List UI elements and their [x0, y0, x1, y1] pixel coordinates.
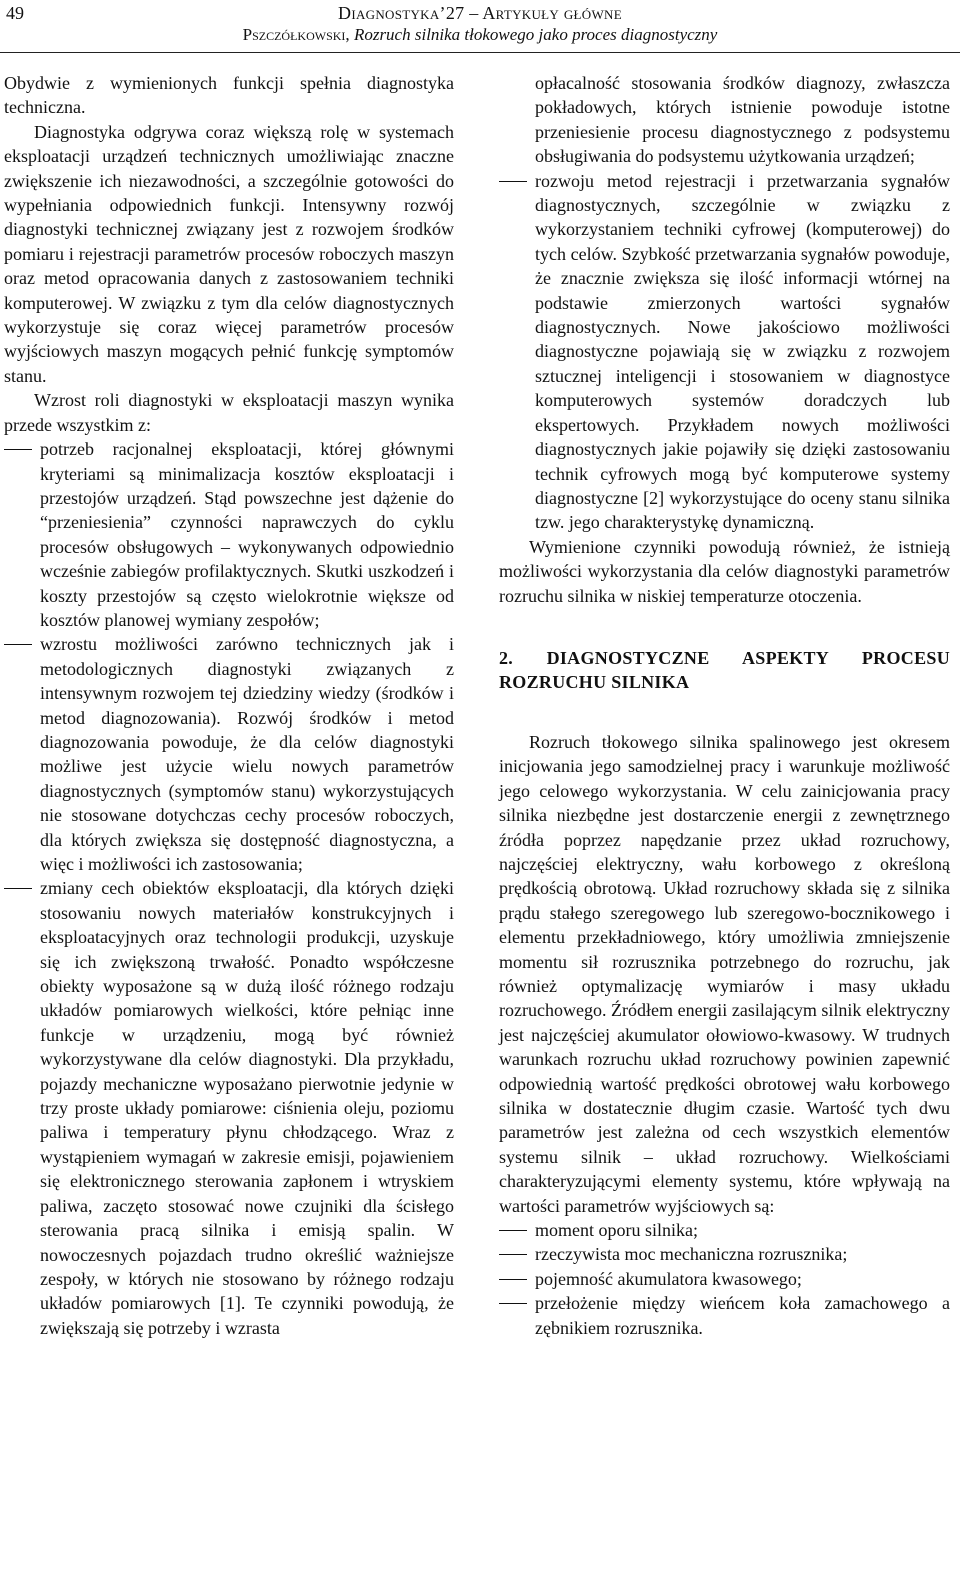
dash-bullet [499, 1279, 527, 1280]
page-header [0, 0, 960, 60]
header-rule [0, 52, 960, 53]
list-item [4, 632, 454, 876]
factor-list-continued [499, 71, 950, 535]
dash-bullet [499, 1230, 527, 1231]
list-item-text: opłacalność stosowania środków diagnozy, zwłaszcza pokładowych, których istnienie powoduje istotne przeniesienie procesu diagnostycznego z podsystemu obsługiwania do podsystemu użytkowania urządzeń; [535, 73, 950, 167]
section-heading: 2. DIAGNOSTYCZNE ASPEKTY PROCESU ROZRUCHU SILNIKA [499, 647, 950, 692]
list-item-text: rzeczywista moc mechaniczna rozrusznika; [535, 1244, 848, 1265]
page-number: 49 [6, 3, 24, 23]
paragraph: Rozruch tłokowego silnika spalinowego jest okresem inicjowania jego samodzielnej pracy i warunkuje możliwość jego celowego wykorzystania. W celu zainicjowania pracy silnika niezbędne jest dostarczenie energii z zewnętrznego źródła poprzez napędzanie przez układ rozruchowy, najczęściej elektryczny, wału korbowego z określoną prędkością obrotową. Układ rozruchowy składa się z silnika prądu stałego szeregowego lub szeregowo-bocznikowego i elementu przekładniowego, który umożliwia zmniejszenie momentu sił rozrusznika potrzebnego do rozruchu, jak również optymalizację wymiarów i masy układu rozruchowego. Źródłem energii zasilającym silnik elektryczny jest najczęściej akumulator ołowiowo-kwasowy. W trudnych warunkach rozruchu układ rozruchowy powinien zapewnić odpowiednią wartość prędkości obrotowej wału korbowego silnika w dostatecznie długim czasie. Wartość tych dwu parametrów jest zależna od cech wszystkich elementów systemu silnik – układ rozruchowy. Wielkościami charakteryzującymi elementy systemu, które wpływają na wartości parametrów wyjściowych są: [499, 731, 950, 1216]
paragraph: Obydwie z wymienionych funkcji spełnia diagnostyka techniczna. [4, 73, 454, 118]
paragraph: Wzrost roli diagnostyki w eksploatacji maszyn wynika przede wszystkim z: [4, 390, 454, 435]
factor-list [4, 437, 454, 1340]
list-item-text: przełożenie między wieńcem koła zamachowego a zębnikiem rozrusznika. [535, 1293, 950, 1338]
list-item-continued [499, 71, 950, 169]
article-running-title [0, 25, 960, 45]
dash-bullet [4, 449, 32, 450]
dash-bullet [499, 181, 527, 182]
list-item-text: moment oporu silnika; [535, 1220, 698, 1241]
dash-bullet [4, 888, 32, 889]
list-item [499, 1242, 950, 1266]
list-item [4, 876, 454, 1340]
list-item [499, 1218, 950, 1242]
list-item-text: wzrostu możliwości zarówno technicznych jak i metodologicznych diagnostyki związanych z intensywnym rozwojem tej dziedziny wiedzy (środków i metod diagnozowania). Rozwój środków i metod diagnozowania powoduje, że dla celów diagnostyki możliwe jest użycie wielu nowych parametrów diagnostycznych (symptomów stanu) wykorzystujących nie stosowane dotychczas cechy procesów roboczych, dla których zwiększa się dostępność diagnostyczna, a więc i możliwości ich zastosowania; [40, 634, 454, 874]
list-item [499, 1291, 950, 1340]
list-item-text: pojemność akumulatora kwasowego; [535, 1268, 802, 1289]
right-column [499, 71, 950, 1340]
left-column [4, 71, 454, 1340]
dash-bullet [4, 644, 32, 645]
parameter-list [499, 1218, 950, 1340]
dash-bullet [499, 1303, 527, 1304]
author-name: Pszczółkowski, [242, 25, 350, 44]
paragraph: Wymienione czynniki powodują również, że istnieją możliwości wykorzystania dla celów diagnostyki parametrów rozruchu silnika w niskiej temperaturze otoczenia. [499, 536, 950, 606]
list-item-text: rozwoju metod rejestracji i przetwarzania sygnałów diagnostycznych, szczególnie w związku z wykorzystaniem techniki cyfrowej (komputerowej) do tych celów. Szybkość przetwarzania sygnałów powoduje, że znacznie zwiększa się ilość informacji wtórnej na podstawie zmierzonych wartości sygnałów diagnostycznych. Nowe jakościowo możliwości diagnostyczne pojawiają się w związku z rozwojem sztucznej inteligencji i stosowaniem w diagnostyce komputerowych systemów doradczych lub ekspertowych. Przykładem nowych możliwości diagnostycznych jakie pojawiły się dzięki zastosowaniu technik cyfrowych mogą być komputerowe systemy diagnostyczne [2] wykorzystujące do oceny stanu silnika tzw. jego charakterystykę dynamiczną. [535, 170, 950, 533]
paragraph: Diagnostyka odgrywa coraz większą rolę w systemach eksploatacji urządzeń technicznych umożliwiając znaczne zwiększenie ich niezawodności, a szczególnie gotowości do wypełniania odpowiednich funkcji. Intensywny rozwój diagnostyki technicznej związany jest z rozwojem środków pomiaru i rejestracji parametrów procesów roboczych maszyn oraz metod opracowania danych z zastosowaniem techniki komputerowej. W związku z tym dla celów diagnostycznych wykorzystuje się coraz więcej parametrów procesów wyjściowych maszyn mogących pełnić funkcję symptomów stanu. [4, 121, 454, 386]
list-item-text: potrzeb racjonalnej eksploatacji, której głównymi kryteriami są minimalizacja kosztów eksploatacji i przestojów urządzeń. Stąd powszechne jest dążenie do “przeniesienia” czynności naprawczych do cyklu procesów obsługowych – wykonywanych odpowiednio wcześnie zabiegów profilaktycznych. Skutki uszkodzeń i koszty przestojów są często wielokrotnie większe od kosztów planowej wymiany zespołów; [40, 439, 454, 630]
list-item [4, 437, 454, 632]
list-item-text: zmiany cech obiektów eksploatacji, dla których dzięki stosowaniu nowych materiałów konstrukcyjnych i eksploatacyjnych oraz technologii produkcji, uzyskuje się ich zwiększoną trwałość. Ponadto współczesne obiekty wyposażone są w dużą ilość różnego rodzaju układów pomiarowych wielkości, które pełniąc inne funkcje w urządzeniu, mogą być również wykorzystywane dla celów diagnostyki. Dla przykładu, pojazdy mechaniczne wyposażano pierwotnie jedynie w trzy proste układy pomiarowe: ciśnienia oleju, poziomu paliwa i temperatury płynu chłodzącego. Wraz z wystąpieniem wymagań w zakresie emisji, pojawieniem się elektronicznego sterowania zapłonem i wtryskiem paliwa, zaczęto stosować nowe czujniki dla ścisłego sterowania pracą silnika i emisją spalin. W nowoczesnych pojazdach trudno określić ważniejsze zespoły, w których nie stosowano by różnego rodzaju układów pomiarowych [1]. Te czynniki powodują, że zwiększają się potrzeby i wzrasta [40, 878, 454, 1338]
journal-title: Diagnostyka’27 – Artykuły główne [338, 3, 622, 23]
list-item [499, 1267, 950, 1291]
dash-bullet [499, 1254, 527, 1255]
article-title: Rozruch silnika tłokowego jako proces diagnostyczny [353, 25, 718, 44]
list-item [499, 169, 950, 535]
